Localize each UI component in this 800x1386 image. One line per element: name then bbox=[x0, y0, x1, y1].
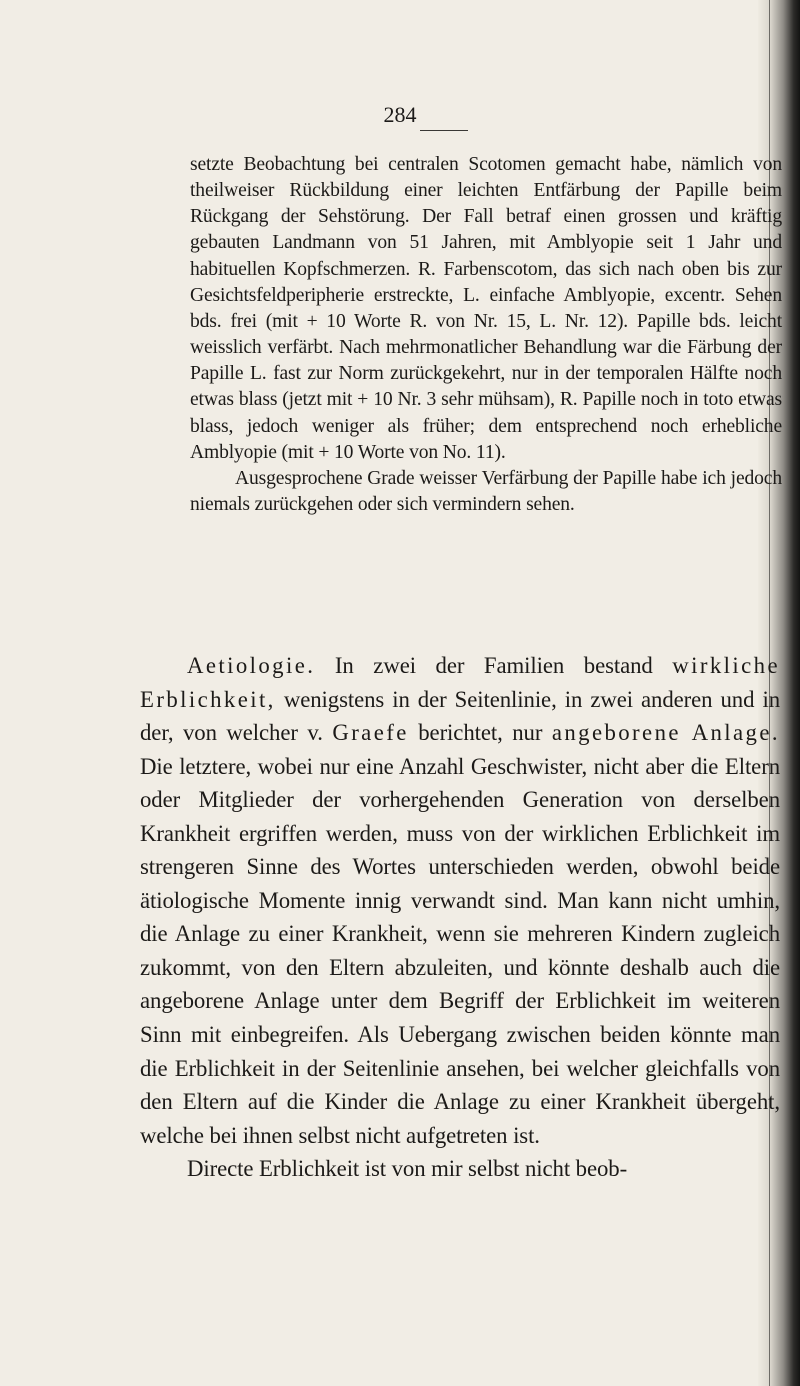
text-span: berichtet, nur bbox=[408, 720, 552, 746]
page-number: 284 bbox=[383, 102, 417, 127]
page-number-underline bbox=[420, 130, 468, 131]
text-span: In zwei der Familien bestand bbox=[315, 653, 673, 678]
emphasis-wirkliche-erblichkeit: wirkliche Erblichkeit, bbox=[140, 653, 780, 712]
directe-erblichkeit-paragraph: Directe Erblichkeit ist von mir selbst nicht beob- bbox=[187, 1156, 628, 1182]
main-text-block bbox=[140, 649, 780, 1186]
small-print-block bbox=[190, 152, 782, 518]
section-heading-aetiologie: Aetiologie. bbox=[187, 653, 316, 678]
aetiologie-paragraph bbox=[140, 649, 780, 1152]
text-span: wenigstens in der Seitenlinie, in zwei anderen und in der, von welcher v. bbox=[140, 686, 780, 746]
name-graefe: Graefe bbox=[332, 720, 409, 746]
text-span: Die letztere, wobei nur eine Anzahl Geschwister, nicht aber die Eltern oder Mitglieder der vorhergehenden Generation von derselben Krankheit ergriffen werden, muss von der wirklichen Erblichkeit im strengeren Sinne des Wortes unterschieden werden, obwohl beide ätiologische Momente innig verwandt sind. Man kann nicht umhin, die Anlage zu einer Krankheit, wenn sie mehreren Kindern zugleich zukommt, von den Eltern abzuleiten, und könnte deshalb auch die angeborene Anlage unter dem Begriff der Erblichkeit im weiteren Sinn mit einbegreifen. Als Uebergang zwischen beiden könnte man die Erblichkeit in der Seitenlinie ansehen, bei welcher gleichfalls von den Eltern auf die Kinder die Anlage zu einer Krankheit übergeht, welche bei ihnen selbst nicht aufgetreten ist. bbox=[140, 753, 780, 1148]
small-print-paragraph-2: Ausgesprochene Grade weisser Verfärbung der Papille habe ich jedoch niemals zurückgehen oder sich vermindern sehen. bbox=[190, 467, 782, 516]
small-print-paragraph-1: setzte Beobachtung bei centralen Scotomen gemacht habe, nämlich von theilweiser Rückbildung einer leichten Entfärbung der Papille beim Rückgang der Sehstörung. Der Fall betraf einen grossen und kräftig gebauten Landmann von 51 Jahren, mit Amblyopie seit 1 Jahr und habituellen Kopfschmerzen. R. Farbenscotom, das sich nach oben bis zur Gesichtsfeldperipherie erstreckte, L. einfache Amblyopie, excentr. Sehen bds. frei (mit + 10 Worte R. von Nr. 15, L. Nr. 12). Papille bds. leicht weisslich verfärbt. Nach mehrmonatlicher Behandlung war die Färbung der Papille L. fast zur Norm zurückgekehrt, nur in der temporalen Hälfte noch etwas blass (jetzt mit + 10 Nr. 3 sehr mühsam), R. Papille noch in toto etwas blass, jedoch weniger als früher; dem entsprechend noch erhebliche Amblyopie (mit + 10 Worte von No. 11). bbox=[190, 154, 782, 463]
emphasis-angeborene-anlage: angeborene Anlage. bbox=[551, 720, 780, 746]
